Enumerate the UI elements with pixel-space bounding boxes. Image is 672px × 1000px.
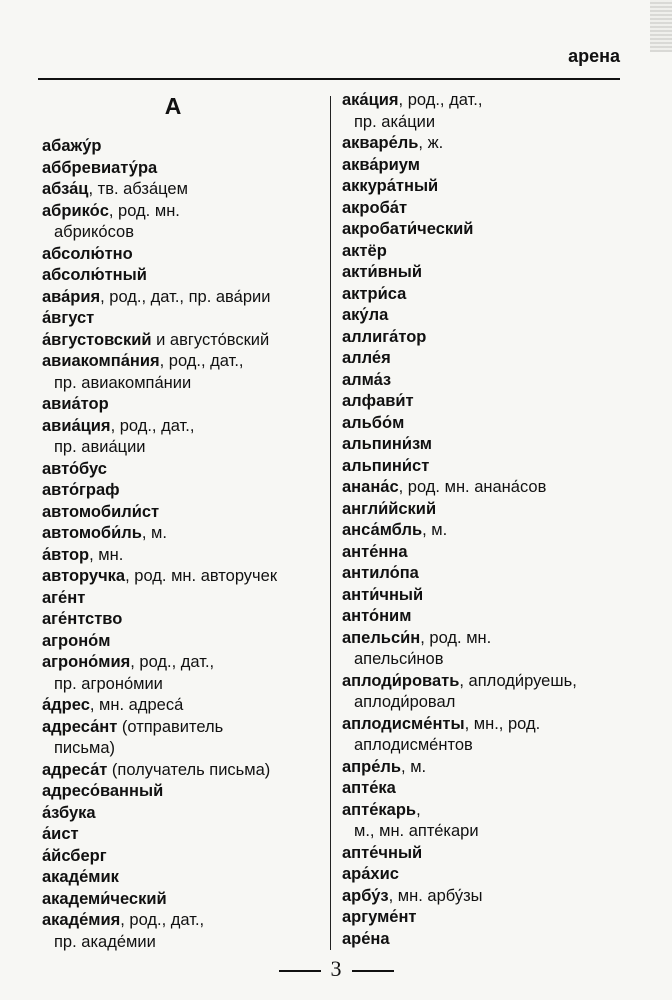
entry-headword: авто́граф — [42, 481, 120, 499]
dictionary-entry — [42, 480, 328, 502]
entry-headword: адреса́нт — [42, 717, 118, 736]
entry-headword: аккура́тный — [342, 177, 439, 195]
dictionary-entry — [42, 803, 328, 825]
dictionary-entry — [42, 502, 328, 524]
entry-headword: антило́па — [342, 564, 419, 582]
entry-headword: аббревиату́ра — [42, 158, 158, 177]
entry-headword: абажу́р — [42, 137, 102, 155]
dictionary-entry — [342, 413, 642, 435]
entry-grammar: , род. мн. анана́сов — [398, 478, 547, 496]
dictionary-entry — [42, 416, 328, 459]
entry-grammar: , род., дат., — [120, 911, 205, 929]
entry-headword: алле́я — [342, 349, 391, 367]
dictionary-entry — [342, 284, 642, 306]
dictionary-entry — [42, 588, 328, 610]
entry-headword: агроно́м — [42, 631, 111, 650]
dictionary-entry — [42, 609, 328, 631]
dictionary-entry — [42, 265, 328, 287]
page-number: 3 — [330, 956, 342, 981]
dictionary-entry — [342, 198, 642, 220]
dictionary-entry — [42, 523, 328, 545]
dictionary-entry — [342, 628, 642, 671]
entry-headword: адресо́ванный — [42, 782, 164, 800]
dictionary-entry — [342, 155, 642, 177]
entry-headword: аге́нтство — [42, 610, 123, 628]
entry-headword: аплодисме́нты — [342, 714, 465, 733]
entry-headword: анто́ним — [342, 607, 412, 625]
entry-headword: апте́карь — [342, 800, 417, 819]
dictionary-entry — [42, 910, 328, 953]
entry-continuation: пр. агроно́мии — [54, 674, 163, 693]
dictionary-entry — [342, 348, 642, 370]
entry-headword: апре́ль — [342, 757, 402, 776]
dictionary-entry — [342, 800, 642, 843]
entry-headword: альпини́ст — [342, 456, 430, 475]
dictionary-entry — [42, 631, 328, 653]
dictionary-entry — [342, 391, 642, 413]
entry-continuation: м., мн. апте́кари — [354, 822, 479, 840]
entry-headword: апельси́н — [342, 628, 421, 647]
entry-grammar: , аплоди́руешь, — [459, 671, 577, 690]
entry-continuation: аплодисме́нтов — [354, 736, 473, 754]
dictionary-entry — [42, 566, 328, 588]
entry-headword: акаде́мия — [42, 911, 121, 929]
entry-headword: актёр — [342, 241, 387, 260]
dictionary-entry — [42, 158, 328, 180]
entry-grammar: , род. мн. — [420, 628, 492, 647]
entry-continuation: пр. акаде́мии — [54, 932, 156, 951]
entry-headword: а́втор — [42, 545, 90, 564]
entry-headword: акваре́ль — [342, 134, 419, 152]
entry-headword: а́вгуст — [42, 309, 95, 327]
entry-grammar: , род., дат., — [130, 653, 215, 671]
dictionary-entry — [342, 563, 642, 585]
dictionary-entry — [342, 219, 642, 241]
dictionary-entry — [342, 907, 642, 929]
entry-headword: аре́на — [342, 929, 390, 948]
entry-headword: алфави́т — [342, 392, 414, 410]
entry-grammar: , мн. арбу́зы — [388, 886, 483, 905]
entry-headword: аге́нт — [42, 588, 86, 607]
dictionary-entry — [342, 133, 642, 155]
dictionary-entry — [342, 864, 642, 886]
entry-headword: ава́рия — [42, 287, 101, 306]
dictionary-entry — [342, 671, 642, 714]
entry-grammar: , род. мн. авторучек — [125, 567, 278, 585]
entry-continuation: пр. авиа́ции — [54, 438, 146, 456]
dictionary-entry — [42, 136, 328, 158]
entry-headword: арбу́з — [342, 886, 389, 905]
entry-headword: а́ист — [42, 825, 79, 843]
entry-headword: авиакомпа́ния — [42, 352, 160, 370]
section-letter: А — [164, 93, 182, 119]
dictionary-entry — [342, 886, 642, 908]
left-entry-list — [42, 136, 328, 953]
entry-headword: абза́ц — [42, 180, 89, 198]
entry-headword: аплоди́ровать — [342, 671, 460, 690]
dictionary-entry — [342, 929, 642, 951]
dictionary-entry — [42, 781, 328, 803]
entry-headword: акти́вный — [342, 263, 423, 281]
entry-headword: альбо́м — [342, 413, 405, 432]
entry-grammar: , род., дат., — [159, 352, 244, 370]
right-column — [342, 90, 642, 950]
entry-continuation: пр. ака́ции — [354, 112, 436, 131]
entry-grammar: , мн. адреса́ — [89, 696, 184, 714]
entry-headword: актри́са — [342, 284, 407, 303]
dictionary-entry — [342, 456, 642, 478]
entry-grammar: , ж. — [418, 134, 444, 152]
dictionary-entry — [42, 824, 328, 846]
entry-grammar: , род., дат., пр. ава́рии — [100, 287, 271, 306]
entry-headword: аква́риум — [342, 155, 420, 174]
dictionary-entry — [42, 287, 328, 309]
entry-headword: анте́нна — [342, 542, 408, 561]
dictionary-entry — [342, 90, 642, 133]
dictionary-entry — [42, 201, 328, 244]
entry-headword: акаде́мик — [42, 868, 119, 886]
entry-continuation: письма) — [54, 739, 116, 757]
dictionary-entry — [42, 652, 328, 695]
dictionary-entry — [42, 695, 328, 717]
entry-grammar: (получатель письма) — [107, 760, 271, 779]
entry-headword: авиа́тор — [42, 395, 109, 413]
entry-headword: абсолю́тно — [42, 244, 133, 263]
folio-dash-right — [352, 970, 394, 972]
entry-grammar: , — [416, 800, 421, 819]
dictionary-entry — [342, 585, 642, 607]
entry-grammar: , м. — [141, 524, 167, 542]
entry-headword: англи́йский — [342, 499, 437, 518]
entry-headword: аргуме́нт — [342, 908, 417, 926]
dictionary-entry — [342, 843, 642, 865]
dictionary-entry — [42, 459, 328, 481]
entry-headword: авиа́ция — [42, 416, 111, 435]
entry-headword: ара́хис — [342, 865, 399, 883]
dictionary-entry — [342, 757, 642, 779]
entry-continuation: апельси́нов — [354, 650, 444, 668]
header-rule — [38, 78, 620, 80]
entry-headword: анти́чный — [342, 585, 424, 604]
entry-headword: а́дрес — [42, 696, 90, 714]
entry-headword: академи́ческий — [42, 889, 167, 908]
entry-grammar: , тв. абза́цем — [88, 180, 188, 198]
entry-headword: а́збука — [42, 803, 96, 822]
dictionary-entry — [342, 606, 642, 628]
entry-headword: акроба́т — [342, 198, 408, 217]
entry-grammar: , род., дат., — [398, 91, 483, 109]
dictionary-entry — [342, 520, 642, 542]
dictionary-entry — [342, 241, 642, 263]
dictionary-entry — [42, 846, 328, 868]
dictionary-entry — [42, 394, 328, 416]
entry-grammar: , м. — [422, 521, 448, 539]
dictionary-entry — [342, 477, 642, 499]
entry-headword: ака́ция — [342, 91, 399, 109]
entry-headword: анса́мбль — [342, 521, 423, 539]
entry-headword: адреса́т — [42, 760, 108, 779]
entry-continuation: абрико́сов — [54, 223, 134, 241]
dictionary-entry — [42, 889, 328, 911]
entry-headword: альпини́зм — [342, 435, 433, 453]
folio-dash-left — [279, 970, 321, 972]
entry-continuation: аплоди́ровал — [354, 693, 456, 711]
dictionary-entry — [342, 499, 642, 521]
entry-continuation: пр. авиакомпа́нии — [54, 373, 192, 392]
page-edge-strip — [650, 0, 672, 52]
entry-headword: авторучка — [42, 567, 126, 585]
page-number-footer — [0, 956, 672, 982]
entry-grammar: , род. мн. — [108, 201, 180, 220]
entry-grammar: , мн. — [89, 545, 124, 564]
dictionary-entry — [42, 244, 328, 266]
running-head: арена — [568, 46, 620, 66]
dictionary-entry — [342, 714, 642, 757]
entry-headword: абрико́с — [42, 201, 109, 220]
entry-headword: апте́чный — [342, 843, 423, 862]
dictionary-entry — [342, 262, 642, 284]
dictionary-entry — [42, 351, 328, 394]
left-column — [42, 90, 328, 953]
dictionary-entry — [42, 717, 328, 760]
dictionary-entry — [342, 305, 642, 327]
entry-headword: апте́ка — [342, 779, 396, 797]
dictionary-entry — [342, 327, 642, 349]
entry-grammar: , род., дат., — [110, 416, 195, 435]
entry-headword: а́йсберг — [42, 846, 107, 865]
entry-headword: агроно́мия — [42, 653, 131, 671]
entry-headword: алма́з — [342, 370, 392, 389]
entry-headword: авто́бус — [42, 459, 107, 478]
entry-grammar: (отправитель — [117, 717, 224, 736]
entry-grammar: , м. — [401, 757, 427, 776]
entry-headword: аллига́тор — [342, 327, 427, 346]
entry-headword: автомобили́ст — [42, 502, 160, 521]
dictionary-entry — [42, 308, 328, 330]
entry-headword: автомоби́ль — [42, 524, 142, 542]
dictionary-entry — [342, 542, 642, 564]
dictionary-entry — [42, 330, 328, 352]
dictionary-entry — [42, 760, 328, 782]
entry-headword: а́вгустовский — [42, 330, 152, 349]
right-entry-list — [342, 90, 642, 950]
column-divider — [330, 96, 331, 950]
dictionary-entry — [42, 545, 328, 567]
entry-grammar: , мн., род. — [464, 714, 541, 733]
entry-headword: акробати́ческий — [342, 220, 474, 238]
dictionary-entry — [42, 867, 328, 889]
entry-headword: анана́с — [342, 478, 399, 496]
dictionary-entry — [342, 370, 642, 392]
entry-headword: абсолю́тный — [42, 266, 147, 284]
entry-grammar: и августо́вский — [151, 330, 270, 349]
dictionary-entry — [342, 176, 642, 198]
dictionary-entry — [342, 434, 642, 456]
dictionary-entry — [42, 179, 328, 201]
dictionary-entry — [342, 778, 642, 800]
entry-headword: аку́ла — [342, 306, 389, 324]
